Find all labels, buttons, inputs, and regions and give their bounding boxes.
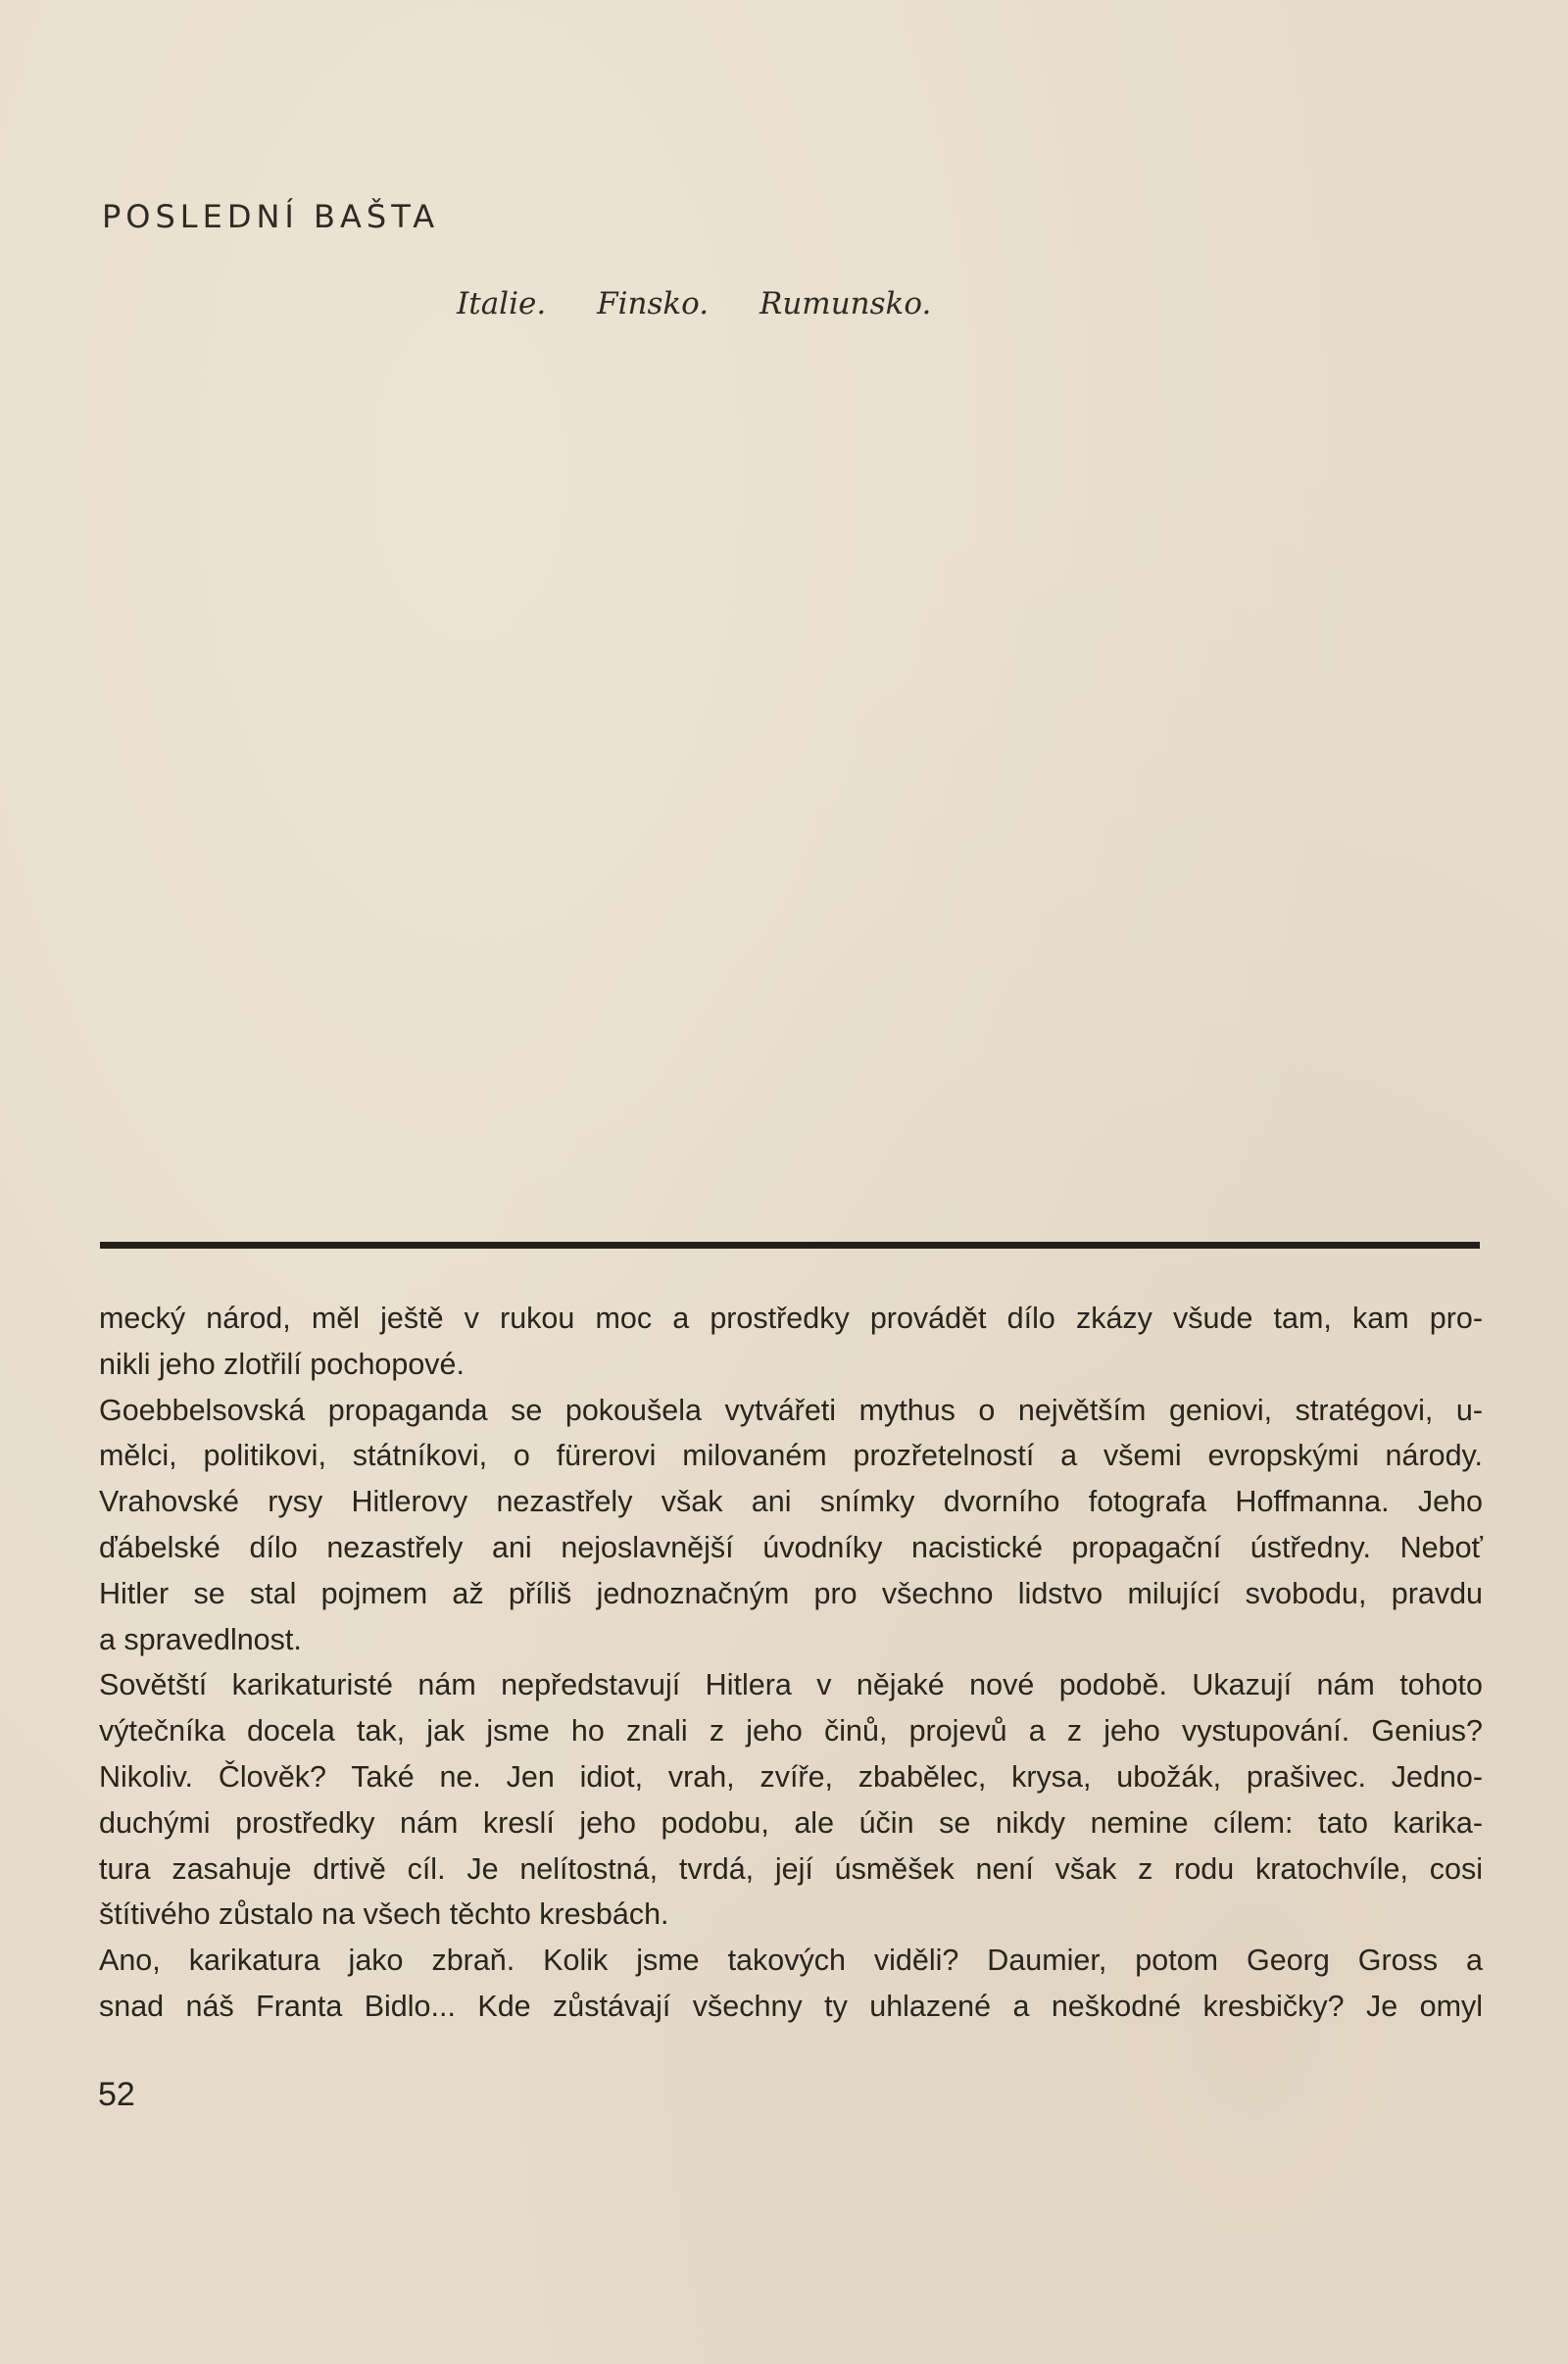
horizontal-rule (100, 1242, 1480, 1249)
text-line: mecký národ, měl ještě v rukou moc a prostředky provádět dílo zkázy všude tam, kam pro- (99, 1302, 1483, 1335)
text-line: Ano, karikatura jako zbraň. Kolik jsme takových viděli? Daumier, potom Georg Gross a (99, 1944, 1483, 1978)
caption-row (457, 286, 972, 321)
text-line: mělci, politikovi, státníkovi, o fürerovi milovaném prozřetelností a všemi evropskými národy. (99, 1439, 1483, 1473)
caption-finsko: Finsko. (597, 286, 710, 321)
text-line: snad náš Franta Bidlo... Kde zůstávají všechny ty uhlazené a neškodné kresbičky? Je omyl (99, 1989, 1483, 2023)
body-text (99, 1296, 1483, 2030)
page-number: 52 (98, 2076, 135, 2113)
text-line: Hitler se stal pojmem až příliš jednoznačným pro všechno lidstvo milující svobodu, pravdu (99, 1576, 1483, 1610)
text-line: Goebbelsovská propaganda se pokoušela vytvářeti mythus o největším geniovi, stratégovi, u- (99, 1393, 1483, 1427)
text-line: výtečníka docela tak, jak jsme ho znali z jeho činů, projevů a z jeho vystupování. Genius? (99, 1714, 1483, 1748)
caption-rumunsko: Rumunsko. (760, 286, 932, 321)
section-title: POSLEDNÍ BAŠTA (102, 198, 440, 235)
text-line: nikli jeho zlotřilí pochopové. (99, 1347, 465, 1381)
text-line: a spravedlnost. (99, 1622, 302, 1656)
text-line: Vrahovské rysy Hitlerovy nezastřely však ani snímky dvorního fotografa Hoffmanna. Jeho (99, 1485, 1483, 1519)
text-line: Sovětští karikaturisté nám nepředstavují Hitlera v nějaké nové podobě. Ukazují nám tohoto (99, 1668, 1483, 1702)
caption-italie: Italie. (457, 286, 547, 321)
text-line: Nikoliv. Člověk? Také ne. Jen idiot, vrah, zvíře, zbabělec, krysa, ubožák, prašivec. Jedno- (99, 1759, 1483, 1794)
text-line: ďábelské dílo nezastřely ani nejoslavnější úvodníky nacistické propagační ústředny. Neboť (99, 1530, 1483, 1564)
text-line: tura zasahuje drtivě cíl. Je nelítostná, tvrdá, její úsměšek není však z rodu kratochvíle, cosi (99, 1851, 1483, 1886)
text-line: duchými prostředky nám kreslí jeho podobu, ale účin se nikdy nemine cílem: tato karika- (99, 1805, 1483, 1840)
text-line: štítivého zůstalo na všech těchto kresbách. (99, 1897, 669, 1932)
blank-illustration-area (102, 333, 1478, 1235)
